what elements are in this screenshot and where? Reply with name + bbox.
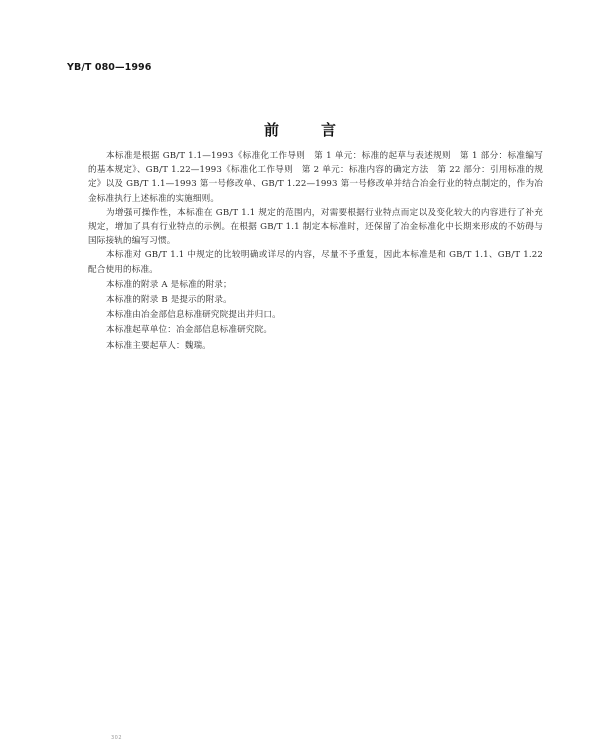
page-title [0,119,600,140]
paragraph-drafting-unit: 本标准起草单位：冶金部信息标准研究院。 [106,325,273,336]
paragraph-drafter: 本标准主要起草人：魏瑞。 [106,340,211,351]
paragraph-appendix-a: 本标准的附录 A 是标准的附录； [106,279,232,290]
page-number: 302 [111,735,123,741]
title-char-2: 言 [321,121,337,139]
paragraph-operability: 为增强可操作性，本标准在 GB/T 1.1 规定的范围内，对需要根据行业特点而定以及变化较大的内容进行了补充规定，增加了具有行业特点的示例。在根据 GB/T 1.1 制定本标准时，还保留了冶金标准化中长期来形成的不妨碍与国际接轨的编写习惯。 [88,207,543,247]
paragraph-basis: 本标准是根据 GB/T 1.1—1993《标准化工作导则 第 1 单元：标准的起草与表述规则 第 1 部分：标准编写的基本规定》、GB/T 1.22—1993《标准化工作导则 第 2 单元：标准内容的确定方法 第 22 部分：引用标准的规定》以及 GB/T 1.1—1993 第一号修改单、GB/T 1.22—1993 第一号修改单并结合冶金行业的特点制定的，作为冶金标准执行上述标准的实施细则。 [88,151,543,204]
standard-code: YB/T 080—1996 [67,62,152,73]
paragraph-proposer: 本标准由冶金部信息标准研究院提出并归口。 [106,310,281,321]
preface-body [88,149,543,353]
paragraph-usage: 本标准对 GB/T 1.1 中规定的比较明确或详尽的内容，尽量不予重复，因此本标准是和 GB/T 1.1、GB/T 1.22 配合使用的标准。 [88,250,543,275]
paragraph-appendix-b: 本标准的附录 B 是提示的附录。 [106,295,232,306]
title-char-1: 前 [263,121,279,139]
